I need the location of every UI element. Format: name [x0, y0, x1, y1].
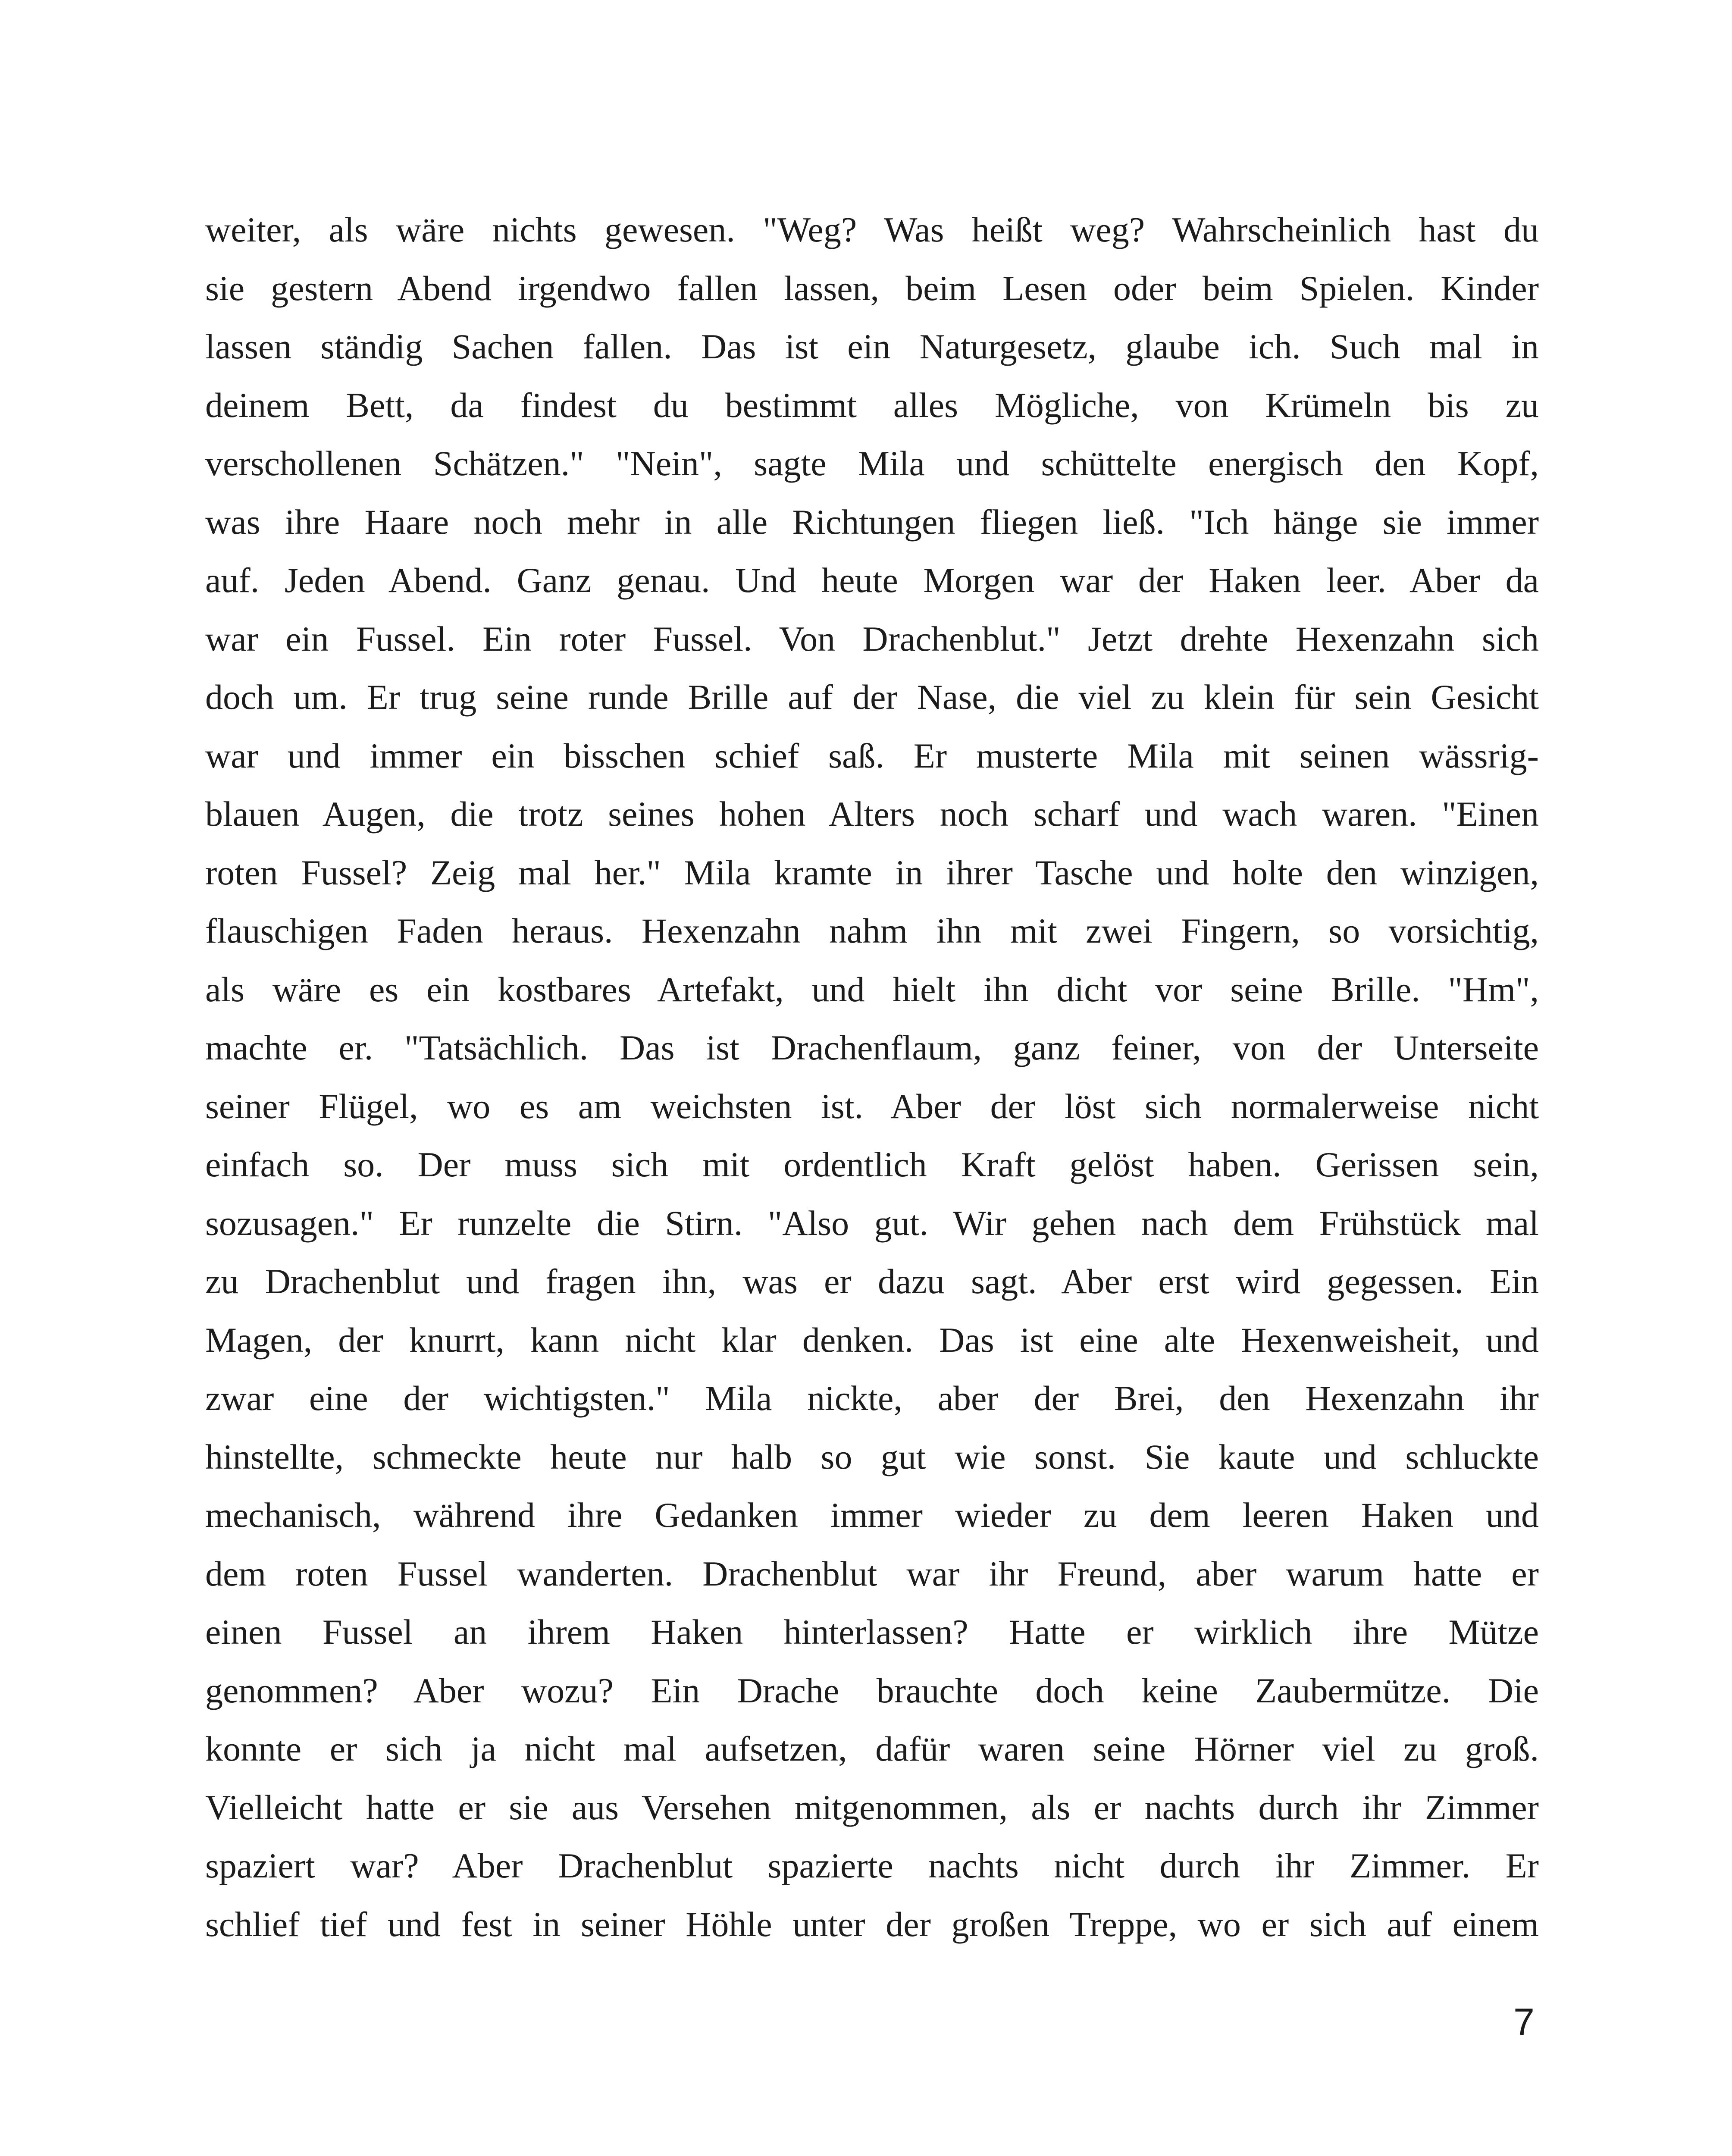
text-line: als wäre es ein kostbares Artefakt, und hielt ihn dicht vor seine Brille. "Hm",	[205, 969, 1539, 1009]
text-line: flauschigen Faden heraus. Hexenzahn nahm ihn mit zwei Fingern, so vorsichtig,	[205, 911, 1539, 950]
text-line: was ihre Haare noch mehr in alle Richtungen fliegen ließ. "Ich hänge sie immer	[205, 502, 1539, 542]
text-line: roten Fussel? Zeig mal her." Mila kramte in ihrer Tasche und holte den winzigen,	[205, 852, 1539, 892]
text-line: hinstellte, schmeckte heute nur halb so gut wie sonst. Sie kaute und schluckte	[205, 1437, 1539, 1476]
text-line: einen Fussel an ihrem Haken hinterlassen? Hatte er wirklich ihre Mütze	[205, 1612, 1539, 1651]
text-line: zu Drachenblut und fragen ihn, was er dazu sagt. Aber erst wird gegessen. Ein	[205, 1262, 1539, 1301]
text-line: Vielleicht hatte er sie aus Versehen mitgenommen, als er nachts durch ihr Zimmer	[205, 1787, 1539, 1827]
text-line: mechanisch, während ihre Gedanken immer wieder zu dem leeren Haken und	[205, 1495, 1539, 1535]
text-line: auf. Jeden Abend. Ganz genau. Und heute Morgen war der Haken leer. Aber da	[205, 561, 1539, 600]
text-line: weiter, als wäre nichts gewesen. "Weg? Was heißt weg? Wahrscheinlich hast du	[205, 210, 1539, 249]
text-line: sozusagen." Er runzelte die Stirn. "Also gut. Wir gehen nach dem Frühstück mal	[205, 1203, 1539, 1243]
text-line: war und immer ein bisschen schief saß. Er musterte Mila mit seinen wässrig-	[205, 736, 1539, 775]
text-line: einfach so. Der muss sich mit ordentlich Kraft gelöst haben. Gerissen sein,	[205, 1145, 1539, 1184]
text-line: doch um. Er trug seine runde Brille auf der Nase, die viel zu klein für sein Gesicht	[205, 677, 1539, 717]
text-line: verschollenen Schätzen." "Nein", sagte Mila und schüttelte energisch den Kopf,	[205, 444, 1539, 483]
text-line: zwar eine der wichtigsten." Mila nickte, aber der Brei, den Hexenzahn ihr	[205, 1379, 1539, 1418]
text-line: konnte er sich ja nicht mal aufsetzen, dafür waren seine Hörner viel zu groß.	[205, 1729, 1539, 1768]
text-line: blauen Augen, die trotz seines hohen Alters noch scharf und wach waren. "Einen	[205, 794, 1539, 834]
body-text	[205, 201, 1539, 1953]
text-line: sie gestern Abend irgendwo fallen lassen, beim Lesen oder beim Spielen. Kinder	[205, 268, 1539, 308]
text-line: spaziert war? Aber Drachenblut spazierte nachts nicht durch ihr Zimmer. Er	[205, 1846, 1539, 1885]
text-line: machte er. "Tatsächlich. Das ist Drachenflaum, ganz feiner, von der Unterseite	[205, 1028, 1539, 1067]
text-line: Magen, der knurrt, kann nicht klar denken. Das ist eine alte Hexenweisheit, und	[205, 1320, 1539, 1360]
page-number: 7	[1513, 2000, 1535, 2043]
text-line: deinem Bett, da findest du bestimmt alles Mögliche, von Krümeln bis zu	[205, 385, 1539, 425]
text-line: lassen ständig Sachen fallen. Das ist ein Naturgesetz, glaube ich. Such mal in	[205, 327, 1539, 366]
text-line: seiner Flügel, wo es am weichsten ist. Aber der löst sich normalerweise nicht	[205, 1086, 1539, 1126]
text-line: schlief tief und fest in seiner Höhle unter der großen Treppe, wo er sich auf einem	[205, 1904, 1539, 1944]
text-line: war ein Fussel. Ein roter Fussel. Von Drachenblut." Jetzt drehte Hexenzahn sich	[205, 619, 1539, 658]
text-line: genommen? Aber wozu? Ein Drache brauchte doch keine Zaubermütze. Die	[205, 1670, 1539, 1710]
text-line: dem roten Fussel wanderten. Drachenblut war ihr Freund, aber warum hatte er	[205, 1554, 1539, 1593]
